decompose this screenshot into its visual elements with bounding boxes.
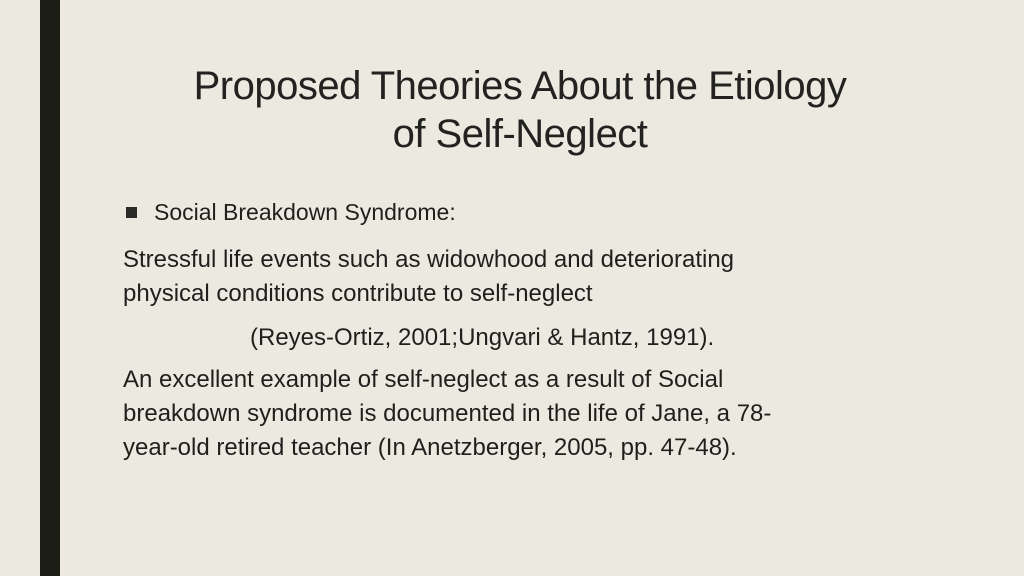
slide-body <box>123 195 913 465</box>
title-line-1: Proposed Theories About the Etiology <box>193 64 847 108</box>
paragraph-1 <box>123 243 913 311</box>
title-line-2: of Self-Neglect <box>392 112 648 156</box>
citation: (Reyes-Ortiz, 2001;Ungvari & Hantz, 1991). <box>250 324 715 351</box>
paragraph-2 <box>123 363 913 465</box>
left-accent-bar <box>40 0 60 576</box>
bullet-item <box>123 195 913 229</box>
paragraph-1-line-1: Stressful life events such as widowhood and deteriorating <box>123 246 735 273</box>
paragraph-2-line-2: breakdown syndrome is documented in the life of Jane, a 78- <box>123 400 772 427</box>
paragraph-2-line-3: year-old retired teacher (In Anetzberger, 2005, pp. 47-48). <box>123 434 737 461</box>
paragraph-1-line-2: physical conditions contribute to self-neglect <box>123 280 593 307</box>
slide-title <box>120 62 920 158</box>
bullet-heading: Social Breakdown Syndrome: <box>154 199 456 225</box>
paragraph-2-line-1: An excellent example of self-neglect as a result of Social <box>123 366 724 393</box>
square-bullet-icon <box>126 207 137 218</box>
